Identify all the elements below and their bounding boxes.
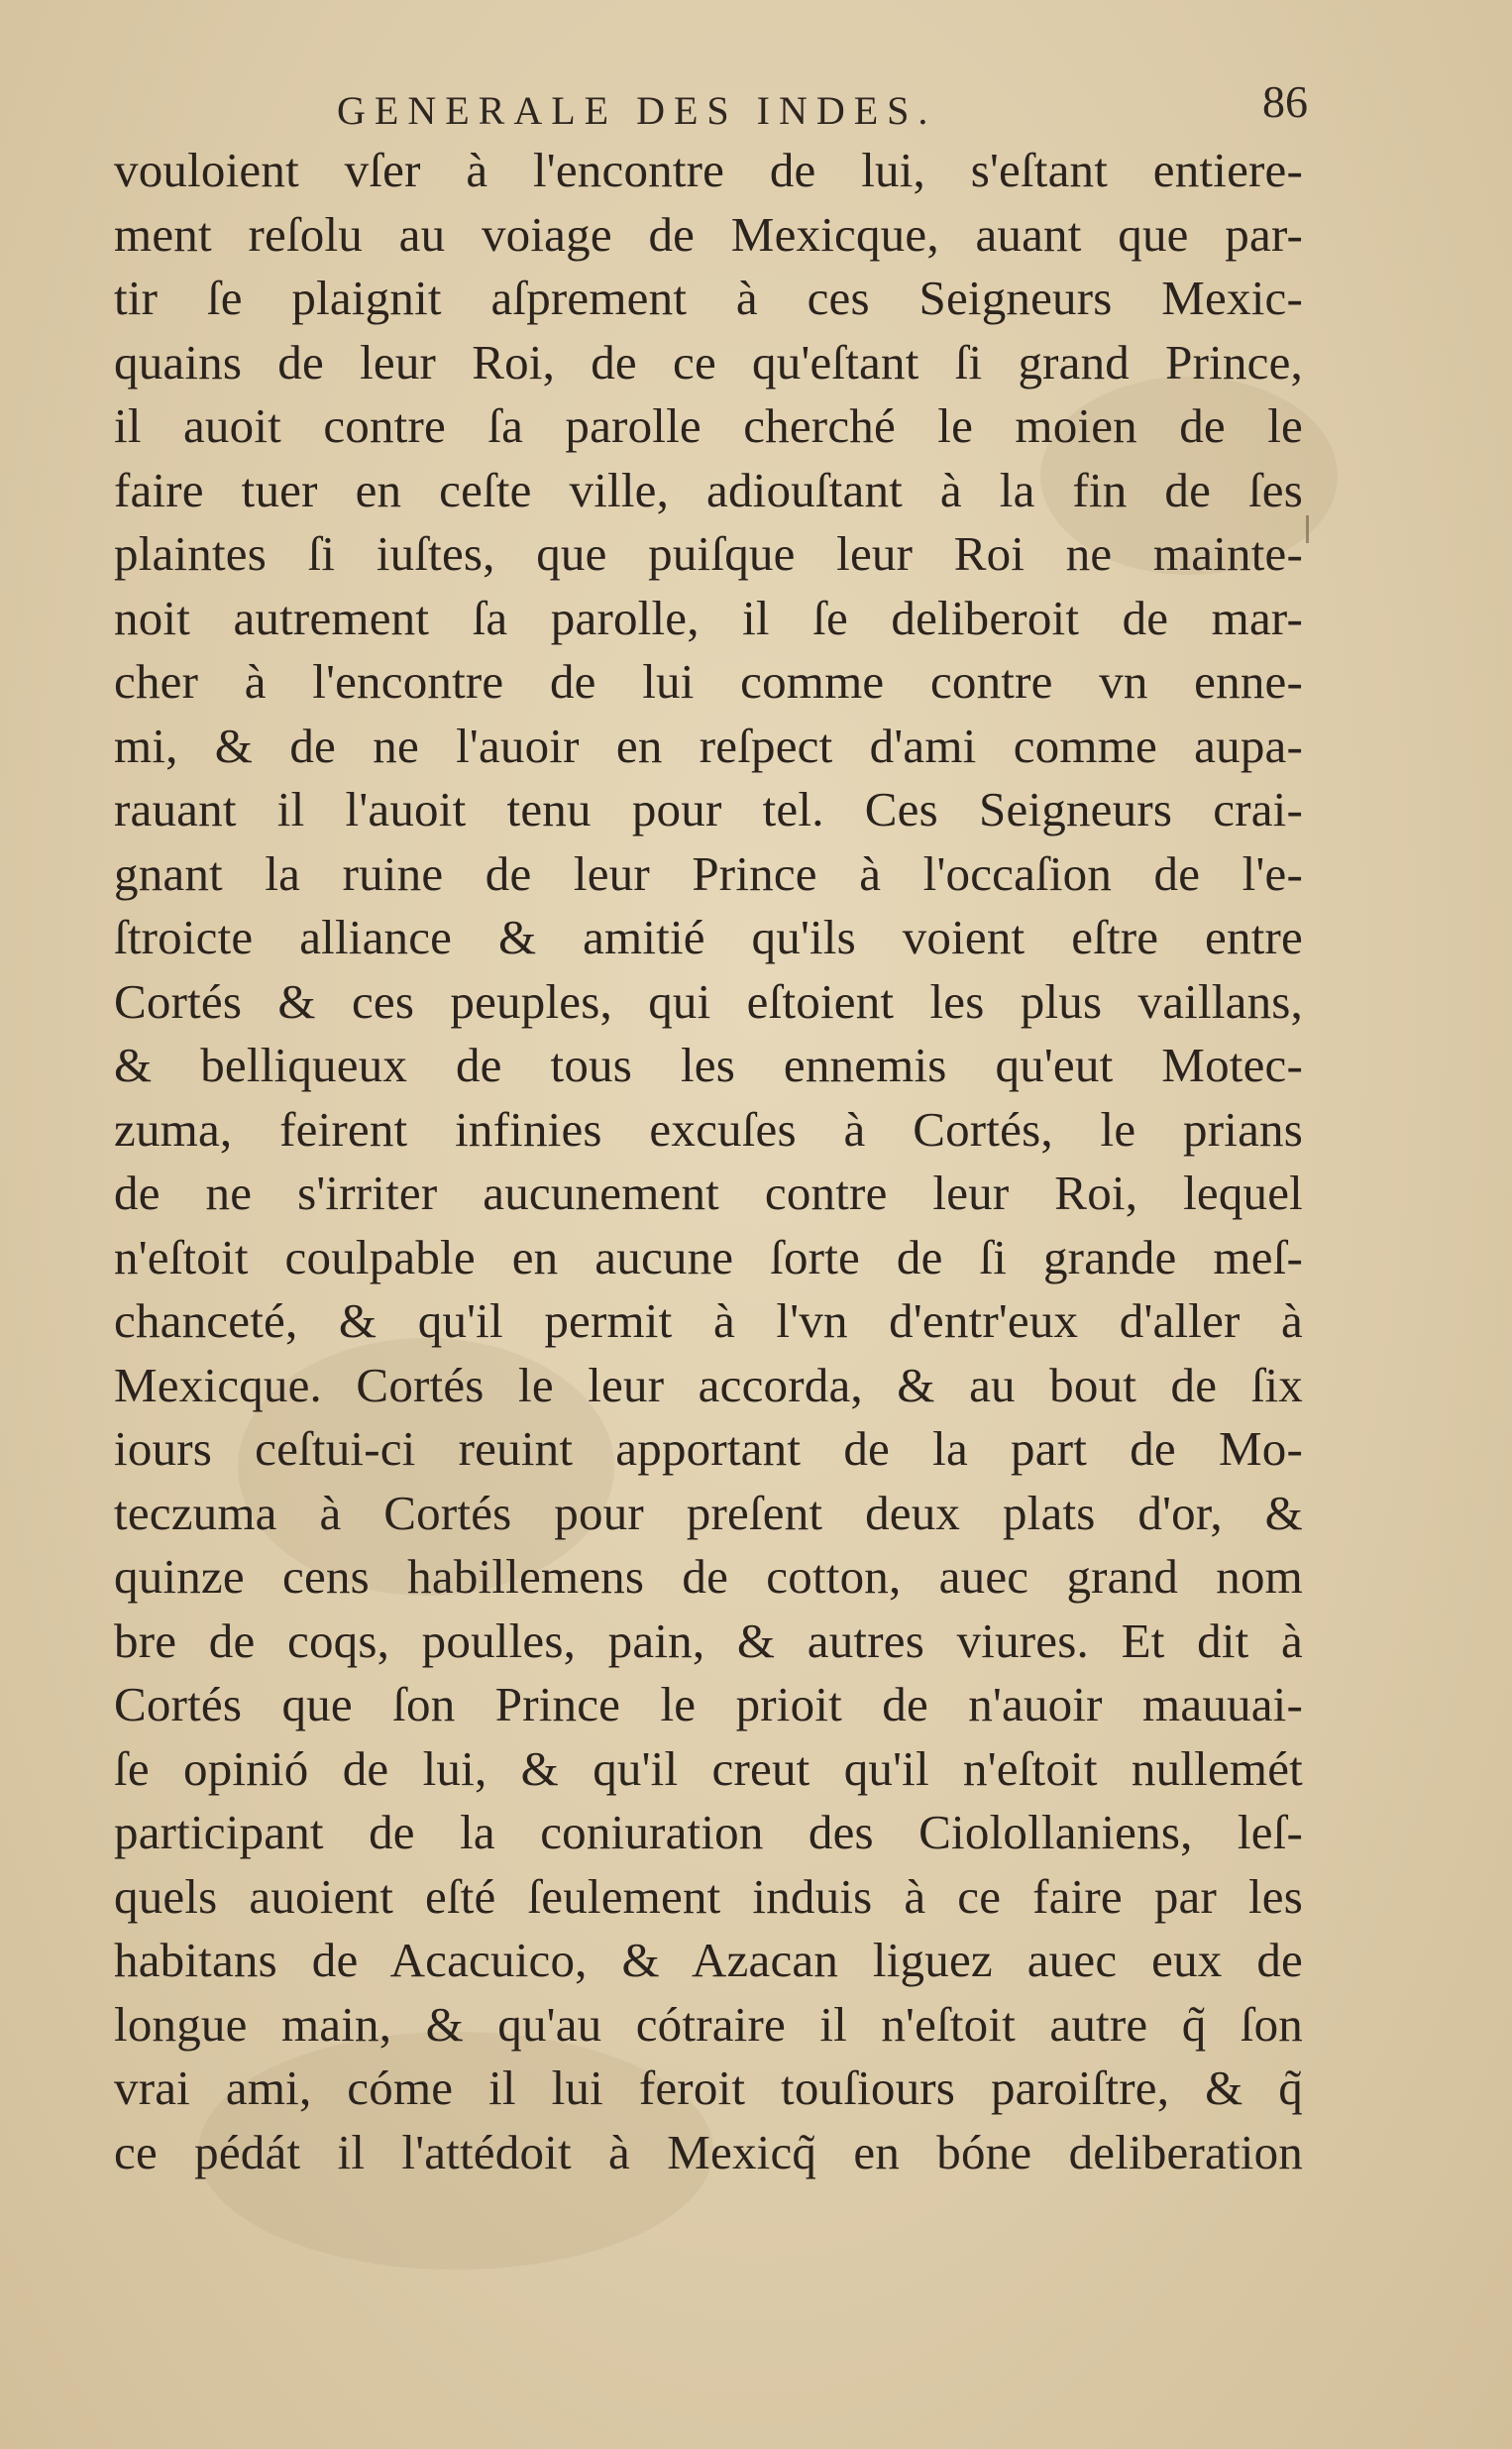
- text-line: quels auoient eſté ſeulement induis à ce faire par les: [114, 1868, 1303, 1924]
- text-line: chanceté, & qu'il permit à l'vn d'entr'eux d'aller à: [114, 1293, 1303, 1348]
- text-line: Cortés & ces peuples, qui eſtoient les plus vaillans,: [114, 973, 1303, 1029]
- text-line: vrai ami, cóme il lui feroit touſiours paroiſtre, & q̃: [114, 2060, 1303, 2115]
- text-line: quains de leur Roi, de ce qu'eſtant ſi grand Prince,: [114, 334, 1303, 390]
- body-text: [114, 139, 1303, 2184]
- text-line: de ne s'irriter aucunement contre leur Roi, lequel: [114, 1166, 1303, 1220]
- text-line: longue main, & qu'au cótraire il n'eſtoit autre q̃ ſon: [114, 1996, 1303, 2052]
- text-line: plaintes ſi iuſtes, que puiſque leur Roi ne mainte-: [114, 526, 1303, 581]
- text-line: & belliqueux de tous les ennemis qu'eut Motec-: [114, 1038, 1303, 1092]
- text-line: iours ceſtui-ci reuint apportant de la part de Mo-: [114, 1421, 1303, 1476]
- text-line: zuma, feirent infinies excuſes à Cortés, le prians: [114, 1101, 1303, 1157]
- text-line: gnant la ruine de leur Prince à l'occaſion de l'e-: [114, 845, 1303, 901]
- running-title: GENERALE DES INDES.: [337, 88, 937, 133]
- text-line: noit autrement ſa parolle, il ſe deliberoit de mar-: [114, 590, 1303, 645]
- text-line: Cortés que ſon Prince le prioit de n'auoir mauuai-: [114, 1677, 1303, 1731]
- text-line: rauant il l'auoit tenu pour tel. Ces Seigneurs crai-: [114, 782, 1303, 836]
- page-header: [119, 76, 1308, 147]
- text-line: Mexicque. Cortés le leur accorda, & au bout de ſix: [114, 1357, 1303, 1412]
- text-line: n'eſtoit coulpable en aucune ſorte de ſi grande meſ-: [114, 1229, 1303, 1284]
- text-line: ce pédát il l'attédoit à Mexicq̃ en bóne deliberation: [114, 2124, 1303, 2179]
- margin-mark: [1306, 515, 1309, 543]
- text-line: bre de coqs, poulles, pain, & autres viures. Et dit à: [114, 1613, 1303, 1668]
- text-line: habitans de Acacuico, & Azacan liguez auec eux de: [114, 1933, 1303, 1987]
- text-line: ſe opinió de lui, & qu'il creut qu'il n'eſtoit nullemét: [114, 1740, 1303, 1796]
- text-line: mi, & de ne l'auoir en reſpect d'ami comme aupa-: [114, 718, 1303, 773]
- page-number: 86: [1262, 76, 1308, 127]
- text-line: faire tuer en ceſte ville, adiouſtant à la fin de ſes: [114, 462, 1303, 517]
- text-line: ment reſolu au voiage de Mexicque, auant que par-: [114, 206, 1303, 262]
- text-line: il auoit contre ſa parolle cherché le moien de le: [114, 398, 1303, 453]
- text-line: teczuma à Cortés pour preſent deux plats d'or, &: [114, 1485, 1303, 1540]
- text-line: vouloient vſer à l'encontre de lui, s'eſtant entiere-: [114, 143, 1303, 197]
- text-line: quinze cens habillemens de cotton, auec grand nom: [114, 1549, 1303, 1604]
- text-line: participant de la coniuration des Ciolollaniens, leſ-: [114, 1805, 1303, 1859]
- text-line: cher à l'encontre de lui comme contre vn enne-: [114, 654, 1303, 709]
- text-line: tir ſe plaignit aſprement à ces Seigneurs Mexic-: [114, 271, 1303, 325]
- text-line: ſtroicte alliance & amitié qu'ils voient eſtre entre: [114, 910, 1303, 964]
